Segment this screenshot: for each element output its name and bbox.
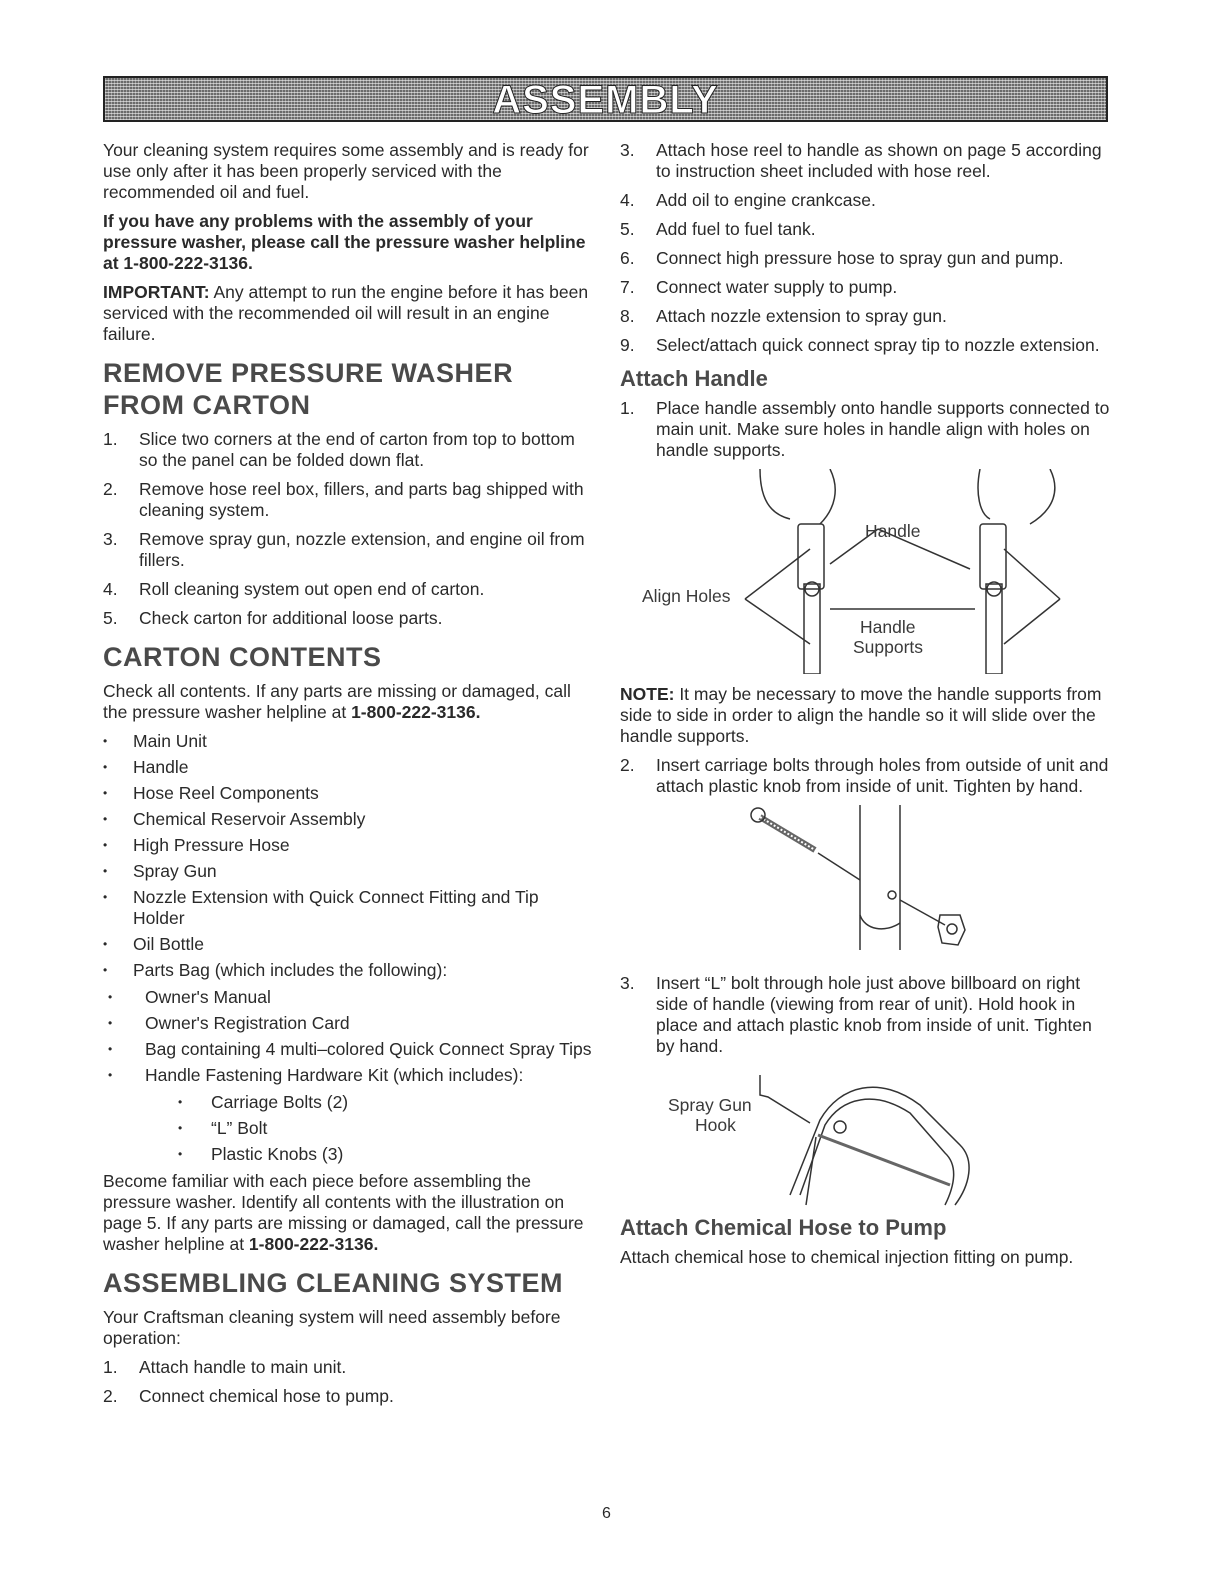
- remove-heading: REMOVE PRESSURE WASHER FROM CARTON: [103, 358, 514, 420]
- list-item: 4. Roll cleaning system out open end of carton.: [103, 579, 485, 599]
- carriage-bolt-illustration: [620, 805, 1110, 965]
- section-banner: [103, 76, 1108, 122]
- list-item: • Owner's Manual: [73, 987, 593, 1008]
- list-item: 1. Place handle assembly onto handle supports connected to main unit. Make sure holes in handle align with holes on handle supports.: [620, 398, 1110, 460]
- list-item: • Owner's Registration Card: [73, 1013, 593, 1034]
- hook-label: Hook: [695, 1115, 736, 1135]
- assembling-steps: [103, 1357, 593, 1407]
- list-item: • Chemical Reservoir Assembly: [103, 809, 593, 830]
- list-item: • Bag containing 4 multi–colored Quick Connect Spray Tips: [73, 1039, 593, 1060]
- important-label: IMPORTANT:: [103, 282, 210, 302]
- note-label: NOTE:: [620, 684, 675, 704]
- right-column: [620, 140, 1110, 1276]
- list-item: 3. Attach hose reel to handle as shown on page 5 according to instruction sheet included with hose reel.: [620, 140, 1102, 181]
- page-number: 6: [602, 1505, 611, 1522]
- list-item: 5. Check carton for additional loose parts.: [103, 608, 443, 628]
- note-paragraph: [620, 684, 1110, 747]
- attach-handle-step-1: [620, 398, 1110, 461]
- list-item: • Parts Bag (which includes the following):: [103, 960, 593, 981]
- spray-gun-hook-figure: [620, 1065, 1110, 1215]
- list-item: • Hose Reel Components: [103, 783, 593, 804]
- list-item: 1. Slice two corners at the end of carton from top to bottom so the panel can be folded down flat.: [103, 429, 575, 470]
- familiar-phone: 1-800-222-3136.: [248, 1234, 379, 1254]
- handle-label: Handle: [865, 521, 921, 541]
- list-item: 9. Select/attach quick connect spray tip to nozzle extension.: [620, 335, 1100, 355]
- left-column: [103, 140, 593, 1415]
- list-item: 2. Remove hose reel box, fillers, and parts bag shipped with cleaning system.: [103, 479, 584, 520]
- attach-handle-step-3: [620, 973, 1110, 1057]
- spray-gun-hook-illustration: [620, 1065, 1110, 1215]
- list-item: • Main Unit: [103, 731, 593, 752]
- list-item: 2. Connect chemical hose to pump.: [103, 1386, 394, 1406]
- parts-bag-list: [73, 987, 593, 1086]
- list-item: • “L” Bolt: [103, 1118, 593, 1139]
- assembling-steps-continued: [620, 140, 1110, 356]
- list-item: 4. Add oil to engine crankcase.: [620, 190, 876, 210]
- chem-hose-paragraph: Attach chemical hose to chemical injection fitting on pump.: [620, 1247, 1074, 1267]
- list-item: 5. Add fuel to fuel tank.: [620, 219, 816, 239]
- familiar-paragraph: Become familiar with each piece before assembling the pressure washer. Identify all contents with the illustration on page 5. If any parts are missing or damaged, call the pressure washer helpline at 1-800-222-3136.: [103, 1171, 584, 1254]
- contents-list: [103, 731, 593, 981]
- list-item: 6. Connect high pressure hose to spray gun and pump.: [620, 248, 1064, 268]
- list-item: • Handle Fastening Hardware Kit (which includes):: [73, 1065, 593, 1086]
- contents-heading: CARTON CONTENTS: [103, 642, 382, 672]
- spray-gun-label: Spray Gun: [668, 1095, 752, 1115]
- handle-alignment-figure: [620, 469, 1110, 674]
- assembling-heading: ASSEMBLING CLEANING SYSTEM: [103, 1268, 564, 1298]
- list-item: 3. Insert “L” bolt through hole just above billboard on right side of handle (viewing from rear of unit). Hold hook in place and attach plastic knob from inside of unit. Tighten by hand.: [620, 973, 1092, 1056]
- list-item: • Spray Gun: [103, 861, 593, 882]
- chem-hose-heading: Attach Chemical Hose to Pump: [620, 1215, 947, 1240]
- list-item: 3. Remove spray gun, nozzle extension, and engine oil from fillers.: [103, 529, 585, 570]
- note-text: It may be necessary to move the handle supports from side to side in order to align the handle so it will slide over the handle supports.: [620, 684, 1102, 746]
- carriage-bolt-figure: [620, 805, 1110, 965]
- handle-supports-label-1: Handle: [860, 617, 916, 637]
- intro-paragraph: Your cleaning system requires some assembly and is ready for use only after it has been properly serviced with the recommended oil and fuel.: [103, 140, 589, 202]
- list-item: • Handle: [103, 757, 593, 778]
- banner-title: ASSEMBLY: [492, 78, 719, 122]
- contents-phone: 1-800-222-3136.: [351, 702, 481, 722]
- important-paragraph: [103, 282, 593, 345]
- helpline-note: If you have any problems with the assembly of your pressure washer, please call the pressure washer helpline at 1-800-222-3136.: [103, 211, 586, 273]
- list-item: 2. Insert carriage bolts through holes from outside of unit and attach plastic knob from inside of unit. Tighten by hand.: [620, 755, 1109, 796]
- list-item: 1. Attach handle to main unit.: [103, 1357, 347, 1377]
- attach-handle-heading: Attach Handle: [620, 366, 768, 391]
- list-item: 8. Attach nozzle extension to spray gun.: [620, 306, 947, 326]
- important-text: Any attempt to run the engine before it has been serviced with the recommended oil will result in an engine failure.: [103, 282, 589, 344]
- handle-supports-label-2: Supports: [853, 637, 924, 657]
- list-item: • High Pressure Hose: [103, 835, 593, 856]
- list-item: • Carriage Bolts (2): [103, 1092, 593, 1113]
- list-item: • Plastic Knobs (3): [103, 1144, 593, 1165]
- list-item: • Nozzle Extension with Quick Connect Fitting and Tip Holder: [103, 887, 593, 929]
- contents-intro: Check all contents. If any parts are missing or damaged, call the pressure washer helpline at 1-800-222-3136.: [103, 681, 571, 722]
- list-item: • Oil Bottle: [103, 934, 593, 955]
- attach-handle-step-2: [620, 755, 1110, 797]
- assembling-intro: Your Craftsman cleaning system will need assembly before operation:: [103, 1307, 561, 1348]
- hardware-kit-list: [103, 1092, 593, 1165]
- align-holes-label: Align Holes: [642, 586, 731, 606]
- list-item: 7. Connect water supply to pump.: [620, 277, 898, 297]
- remove-steps: [103, 429, 593, 629]
